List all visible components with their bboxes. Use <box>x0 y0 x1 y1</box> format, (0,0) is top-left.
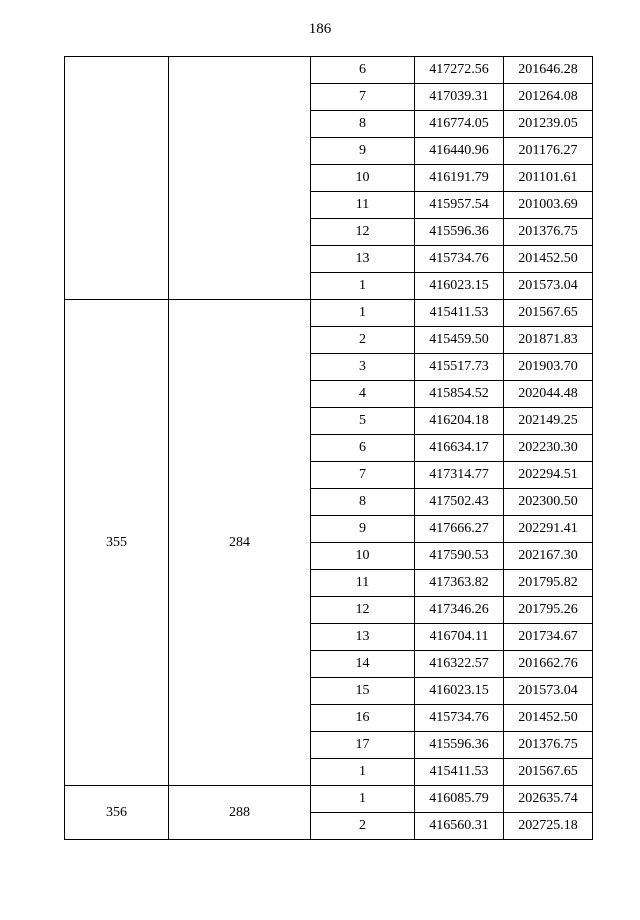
y-coordinate-cell: 202149.25 <box>504 408 593 435</box>
x-coordinate-cell: 415854.52 <box>415 381 504 408</box>
point-number-cell: 5 <box>311 408 415 435</box>
point-number-cell: 16 <box>311 705 415 732</box>
point-number-cell: 11 <box>311 192 415 219</box>
x-coordinate-cell: 415957.54 <box>415 192 504 219</box>
y-coordinate-cell: 201264.08 <box>504 84 593 111</box>
y-coordinate-cell: 202167.30 <box>504 543 593 570</box>
x-coordinate-cell: 417502.43 <box>415 489 504 516</box>
point-number-cell: 10 <box>311 165 415 192</box>
x-coordinate-cell: 416191.79 <box>415 165 504 192</box>
x-coordinate-cell: 416440.96 <box>415 138 504 165</box>
y-coordinate-cell: 201871.83 <box>504 327 593 354</box>
y-coordinate-cell: 202635.74 <box>504 786 593 813</box>
point-number-cell: 1 <box>311 300 415 327</box>
point-number-cell: 8 <box>311 111 415 138</box>
y-coordinate-cell: 201795.26 <box>504 597 593 624</box>
page-number: 186 <box>308 21 332 37</box>
table-row <box>65 786 593 813</box>
group-code-cell <box>169 57 311 300</box>
x-coordinate-cell: 415734.76 <box>415 246 504 273</box>
y-coordinate-cell: 201452.50 <box>504 705 593 732</box>
y-coordinate-cell: 201567.65 <box>504 759 593 786</box>
x-coordinate-cell: 416322.57 <box>415 651 504 678</box>
point-number-cell: 2 <box>311 327 415 354</box>
y-coordinate-cell: 201101.61 <box>504 165 593 192</box>
y-coordinate-cell: 202044.48 <box>504 381 593 408</box>
y-coordinate-cell: 202725.18 <box>504 813 593 840</box>
y-coordinate-cell: 201662.76 <box>504 651 593 678</box>
x-coordinate-cell: 415459.50 <box>415 327 504 354</box>
x-coordinate-cell: 416023.15 <box>415 678 504 705</box>
x-coordinate-cell: 417039.31 <box>415 84 504 111</box>
y-coordinate-cell: 201573.04 <box>504 678 593 705</box>
point-number-cell: 3 <box>311 354 415 381</box>
y-coordinate-cell: 202230.30 <box>504 435 593 462</box>
x-coordinate-cell: 416204.18 <box>415 408 504 435</box>
point-number-cell: 15 <box>311 678 415 705</box>
table-row <box>65 300 593 327</box>
group-number-cell <box>65 57 169 300</box>
x-coordinate-cell: 415596.36 <box>415 732 504 759</box>
y-coordinate-cell: 202294.51 <box>504 462 593 489</box>
x-coordinate-cell: 415411.53 <box>415 759 504 786</box>
group-number-cell: 355 <box>65 300 169 786</box>
y-coordinate-cell: 201376.75 <box>504 732 593 759</box>
point-number-cell: 8 <box>311 489 415 516</box>
x-coordinate-cell: 416704.11 <box>415 624 504 651</box>
y-coordinate-cell: 201795.82 <box>504 570 593 597</box>
y-coordinate-cell: 201003.69 <box>504 192 593 219</box>
y-coordinate-cell: 201567.65 <box>504 300 593 327</box>
x-coordinate-cell: 416634.17 <box>415 435 504 462</box>
y-coordinate-cell: 201734.67 <box>504 624 593 651</box>
point-number-cell: 1 <box>311 786 415 813</box>
x-coordinate-cell: 417272.56 <box>415 57 504 84</box>
x-coordinate-cell: 417346.26 <box>415 597 504 624</box>
point-number-cell: 9 <box>311 138 415 165</box>
table-row <box>65 57 593 84</box>
y-coordinate-cell: 201176.27 <box>504 138 593 165</box>
x-coordinate-cell: 416560.31 <box>415 813 504 840</box>
point-number-cell: 11 <box>311 570 415 597</box>
point-number-cell: 17 <box>311 732 415 759</box>
y-coordinate-cell: 202291.41 <box>504 516 593 543</box>
point-number-cell: 13 <box>311 246 415 273</box>
y-coordinate-cell: 201573.04 <box>504 273 593 300</box>
point-number-cell: 6 <box>311 57 415 84</box>
point-number-cell: 6 <box>311 435 415 462</box>
x-coordinate-cell: 417363.82 <box>415 570 504 597</box>
point-number-cell: 4 <box>311 381 415 408</box>
point-number-cell: 1 <box>311 273 415 300</box>
point-number-cell: 9 <box>311 516 415 543</box>
x-coordinate-cell: 415734.76 <box>415 705 504 732</box>
x-coordinate-cell: 416085.79 <box>415 786 504 813</box>
y-coordinate-cell: 201452.50 <box>504 246 593 273</box>
point-number-cell: 2 <box>311 813 415 840</box>
point-number-cell: 14 <box>311 651 415 678</box>
x-coordinate-cell: 416774.05 <box>415 111 504 138</box>
x-coordinate-cell: 415596.36 <box>415 219 504 246</box>
group-code-cell: 284 <box>169 300 311 786</box>
y-coordinate-cell: 201239.05 <box>504 111 593 138</box>
x-coordinate-cell: 416023.15 <box>415 273 504 300</box>
point-number-cell: 12 <box>311 219 415 246</box>
y-coordinate-cell: 201903.70 <box>504 354 593 381</box>
point-number-cell: 7 <box>311 462 415 489</box>
point-number-cell: 1 <box>311 759 415 786</box>
coordinates-table <box>64 56 593 840</box>
point-number-cell: 12 <box>311 597 415 624</box>
x-coordinate-cell: 415517.73 <box>415 354 504 381</box>
y-coordinate-cell: 201376.75 <box>504 219 593 246</box>
coordinates-table-body <box>65 57 593 840</box>
y-coordinate-cell: 202300.50 <box>504 489 593 516</box>
point-number-cell: 7 <box>311 84 415 111</box>
x-coordinate-cell: 417314.77 <box>415 462 504 489</box>
y-coordinate-cell: 201646.28 <box>504 57 593 84</box>
x-coordinate-cell: 417590.53 <box>415 543 504 570</box>
point-number-cell: 13 <box>311 624 415 651</box>
point-number-cell: 10 <box>311 543 415 570</box>
group-number-cell: 356 <box>65 786 169 840</box>
x-coordinate-cell: 415411.53 <box>415 300 504 327</box>
group-code-cell: 288 <box>169 786 311 840</box>
x-coordinate-cell: 417666.27 <box>415 516 504 543</box>
